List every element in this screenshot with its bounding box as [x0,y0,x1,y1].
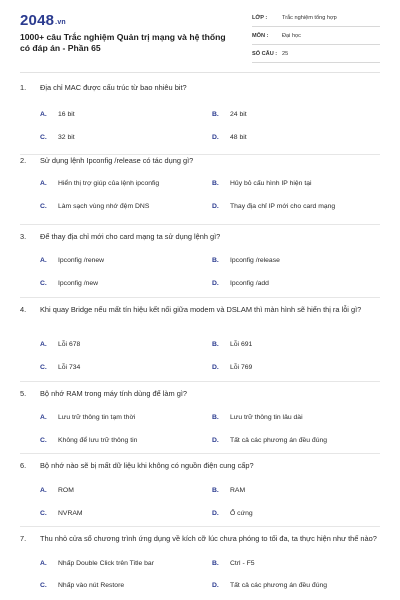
answer-letter: A. [40,414,47,421]
answer-text: Nhấp Double Click trên Title bar [58,560,154,567]
question-header [20,388,380,399]
answer-text: 48 bit [230,134,247,141]
answer-letter: D. [212,582,219,589]
question-text: Sử dụng lệnh Ipconfig /release có tác dụng gì? [40,156,194,165]
question-number: 1. [20,83,27,92]
meta-value: 25 [282,51,289,57]
answer-option[interactable] [212,487,245,494]
answer-letter: A. [40,257,47,264]
meta-value: Trắc nghiệm tổng hợp [282,15,337,21]
answer-letter: D. [212,510,219,517]
answer-option[interactable] [212,134,247,141]
question-number: 2. [20,156,27,165]
question-header [20,460,380,471]
question-header [20,304,380,315]
answer-letter: C. [40,582,47,589]
question-number: 7. [20,534,27,543]
meta-value: Đại học [282,33,301,39]
question-item [20,382,380,454]
answer-option[interactable] [40,280,98,287]
meta-row-subject [252,30,380,45]
answer-text: RAM [230,487,246,494]
answer-text: Không để lưu trữ thông tin [58,437,138,444]
answer-letter: B. [212,414,219,421]
answer-option[interactable] [212,203,335,210]
question-item [20,225,380,298]
document-header [0,0,400,72]
question-header [20,82,380,93]
answer-option[interactable] [212,437,327,444]
answer-text: Ipconfig /new [58,280,99,287]
answer-option[interactable] [40,203,149,210]
answer-option[interactable] [40,510,83,517]
answer-letter: C. [40,437,47,444]
answer-option[interactable] [40,582,124,589]
answer-text: Ipconfig /renew [58,257,105,264]
answer-letter: A. [40,111,47,118]
answer-letter: C. [40,280,47,287]
question-item [20,80,380,155]
site-logo[interactable] [20,12,66,29]
meta-row-class [252,12,380,27]
answer-option[interactable] [212,341,252,348]
question-text: Khi quay Bridge nếu mất tín hiệu kết nối giữa modem và DSLAM thì màn hình sẽ hiển thị ra lỗi gì? [40,305,362,314]
answer-option[interactable] [40,257,104,264]
answer-letter: B. [212,560,219,567]
answer-text: Hiển thị trợ giúp của lệnh ipconfig [58,180,160,187]
answer-letter: A. [40,560,47,567]
answer-option[interactable] [212,414,303,421]
document-meta [252,12,380,66]
answer-option[interactable] [40,341,80,348]
answer-option[interactable] [40,134,75,141]
question-text: Thu nhỏ cửa sổ chương trình ứng dụng về kích cỡ lúc chưa phóng to tối đa, ta thực hiện như thế nào? [40,534,377,543]
meta-row-count [252,48,380,63]
answer-option[interactable] [212,180,312,187]
answer-text: Lưu trữ thông tin tạm thời [58,414,136,421]
answer-letter: A. [40,341,47,348]
question-text: Bộ nhớ nào sẽ bị mất dữ liệu khi không có nguồn điện cung cấp? [40,461,254,470]
answer-letter: B. [212,487,219,494]
answer-letter: B. [212,341,219,348]
answer-text: Ipconfig /release [230,257,280,264]
answer-text: Ipconfig /add [230,280,269,287]
question-item [20,298,380,382]
answer-letter: C. [40,203,47,210]
answer-option[interactable] [212,257,280,264]
answer-text: 32 bit [58,134,75,141]
answer-option[interactable] [212,560,255,567]
answer-option[interactable] [40,414,135,421]
answer-option[interactable] [40,364,80,371]
answer-text: NVRAM [58,510,83,517]
answer-text: Lỗi 691 [230,341,253,348]
logo-suffix[interactable]: .vn [55,19,66,26]
question-header [20,533,380,544]
logo-text[interactable]: 2048 [20,12,55,29]
question-item [20,155,380,225]
answer-text: Lỗi 678 [58,341,81,348]
question-header [20,155,380,166]
answer-option[interactable] [40,560,154,567]
question-header [20,231,380,242]
answer-text: Làm sạch vùng nhớ đệm DNS [58,203,150,210]
answer-letter: D. [212,134,219,141]
question-number: 4. [20,305,27,314]
answer-letter: D. [212,364,219,371]
meta-key: LỚP : [252,15,268,21]
answer-text: Tất cả các phương án đều đúng [230,582,328,589]
answer-text: Ctrl - F5 [230,560,255,567]
header-divider [20,72,380,73]
answer-text: Thay địa chỉ IP mới cho card mạng [230,203,336,210]
answer-letter: D. [212,437,219,444]
question-number: 5. [20,389,27,398]
answer-text: Lỗi 734 [58,364,81,371]
meta-key: SỐ CÂU : [252,51,278,57]
answer-letter: D. [212,203,219,210]
question-list [0,80,400,600]
answer-text: Hủy bỏ cấu hình IP hiện tại [230,180,312,187]
answer-text: Lưu trữ thông tin lâu dài [230,414,303,421]
question-number: 6. [20,461,27,470]
answer-letter: C. [40,134,47,141]
answer-text: Ổ cứng [230,510,253,517]
answer-text: Nhấp vào nút Restore [58,582,125,589]
answer-letter: C. [40,510,47,517]
answer-letter: A. [40,487,47,494]
answer-option[interactable] [40,111,75,118]
answer-option[interactable] [40,180,159,187]
answer-text: ROM [58,487,74,494]
answer-letter: B. [212,180,219,187]
answer-option[interactable] [212,111,247,118]
meta-key: MÔN : [252,33,269,39]
answer-option[interactable] [212,280,269,287]
question-item [20,454,380,527]
answer-text: Lỗi 769 [230,364,253,371]
answer-text: Tất cả các phương án đều đúng [230,437,328,444]
question-text: Bộ nhớ RAM trong máy tính dùng để làm gì? [40,389,187,398]
answer-option[interactable] [40,487,74,494]
answer-option[interactable] [40,437,137,444]
answer-option[interactable] [212,582,327,589]
document-title: 1000+ câu Trắc nghiệm Quản trị mạng và hệ thống có đáp án - Phần 65 [20,32,226,53]
question-text: Để thay địa chỉ mới cho card mạng ta sử dụng lệnh gì? [40,232,221,241]
answer-letter: B. [212,257,219,264]
answer-option[interactable] [212,364,252,371]
answer-letter: B. [212,111,219,118]
answer-text: 16 bit [58,111,75,118]
question-number: 3. [20,232,27,241]
answer-letter: D. [212,280,219,287]
answer-text: 24 bit [230,111,247,118]
answer-letter: A. [40,180,47,187]
answer-letter: C. [40,364,47,371]
question-text: Địa chỉ MAC được cấu trúc từ bao nhiêu bit? [40,83,187,92]
question-item [20,527,380,600]
answer-option[interactable] [212,510,253,517]
